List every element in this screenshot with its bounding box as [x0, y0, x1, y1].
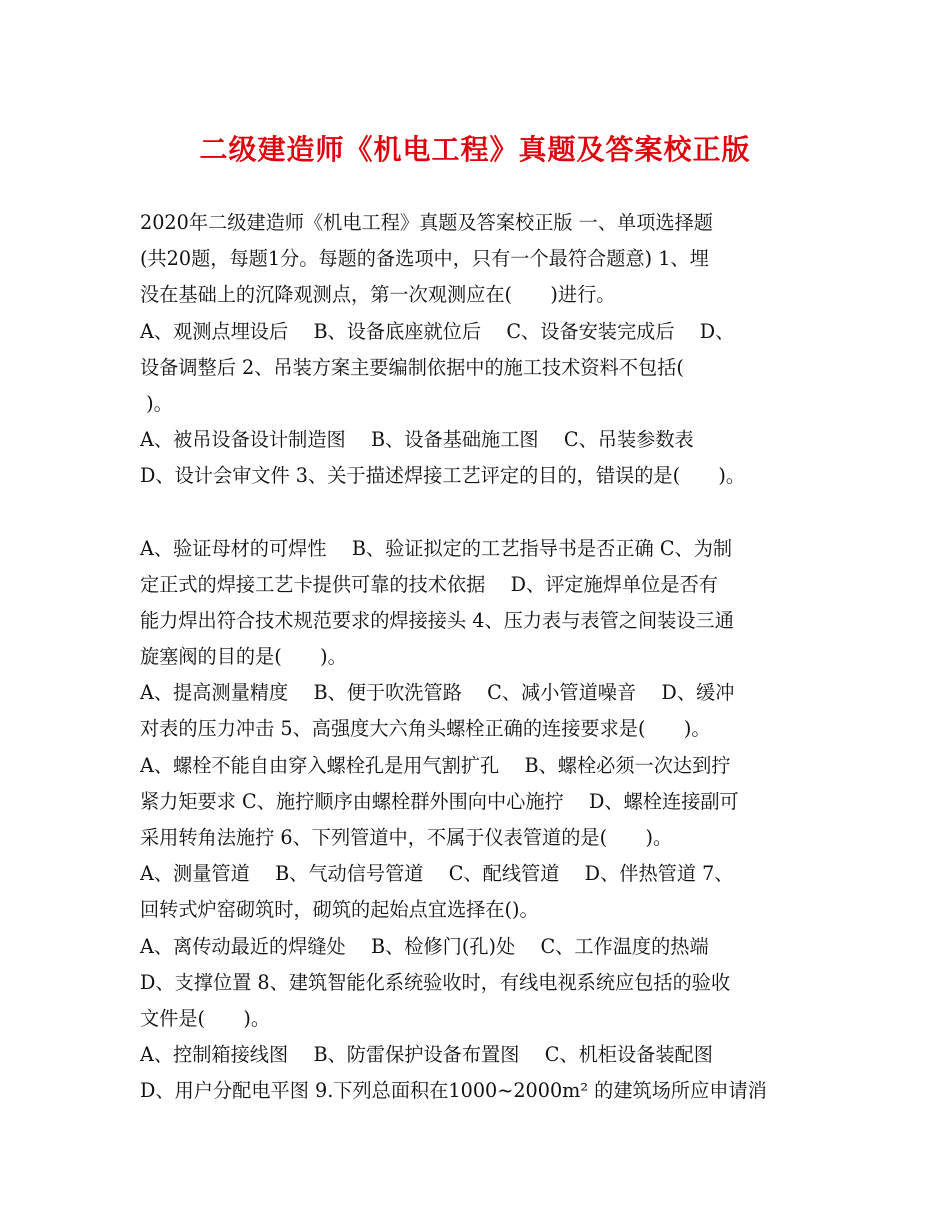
body-line: 文件是( )。 [140, 1006, 271, 1030]
body-line: 2020年二级建造师《机电工程》真题及答案校正版 一、单项选择题 [140, 211, 713, 234]
body-line: D、用户分配电平图 9.下列总面积在1000~2000m² 的建筑场所应申请消 [140, 1079, 767, 1103]
body-line: 旋塞阀的目的是( )。 [140, 645, 347, 669]
body-line: 紧力矩要求 C、施拧顺序由螺栓群外围向中心施拧 D、螺栓连接副可 [140, 789, 739, 813]
body-line: D、支撑位置 8、建筑智能化系统验收时，有线电视系统应包括的验收 [140, 970, 731, 994]
body-line: A、螺栓不能自由穿入螺栓孔是用气割扩孔 B、螺栓必须一次达到拧 [140, 753, 731, 777]
body-line: D、设计会审文件 3、关于描述焊接工艺评定的目的，错误的是( )。 [140, 464, 746, 488]
body-line: 能力焊出符合技术规范要求的焊接接头 4、压力表与表管之间装设三通 [140, 608, 734, 632]
body-line [140, 495, 815, 531]
body-line: )。 [140, 391, 173, 415]
body-line: 回转式炉窑砌筑时，砌筑的起始点宜选择在()。 [140, 898, 539, 922]
body-line: A、验证母材的可焊性 B、验证拟定的工艺指导书是否正确 C、为制 [140, 536, 733, 560]
body-line: 定正式的焊接工艺卡提供可靠的技术依据 D、评定施焊单位是否有 [140, 572, 718, 596]
body-line: A、离传动最近的焊缝处 B、检修门(孔)处 C、工作温度的热端 [140, 934, 709, 958]
document-title: 二级建造师《机电工程》真题及答案校正版 [199, 133, 751, 166]
body-line: A、控制箱接线图 B、防雷保护设备布置图 C、机柜设备装配图 [140, 1043, 713, 1067]
body-line: 没在基础上的沉降观测点，第一次观测应在( )进行。 [140, 283, 616, 307]
body-line: (共20题，每题1分。每题的备选项中，只有一个最符合题意) 1、埋 [140, 247, 709, 271]
body-line: 设备调整后 2、吊装方案主要编制依据中的施工技术资料不包括( [140, 355, 684, 379]
body-line: 对表的压力冲击 5、高强度大六角头螺栓正确的连接要求是( )。 [140, 717, 711, 741]
body-line: A、被吊设备设计制造图 B、设备基础施工图 C、吊装参数表 [140, 428, 694, 452]
body-line: 采用转角法施拧 6、下列管道中，不属于仪表管道的是( )。 [140, 826, 673, 849]
body-line: A、提高测量精度 B、便于吹洗管路 C、减小管道噪音 D、缓冲 [140, 681, 735, 705]
body-line: A、测量管道 B、气动信号管道 C、配线管道 D、伴热管道 7、 [140, 862, 734, 886]
body-line: A、观测点埋设后 B、设备底座就位后 C、设备安装完成后 D、 [140, 319, 735, 343]
document-body [140, 205, 815, 1110]
